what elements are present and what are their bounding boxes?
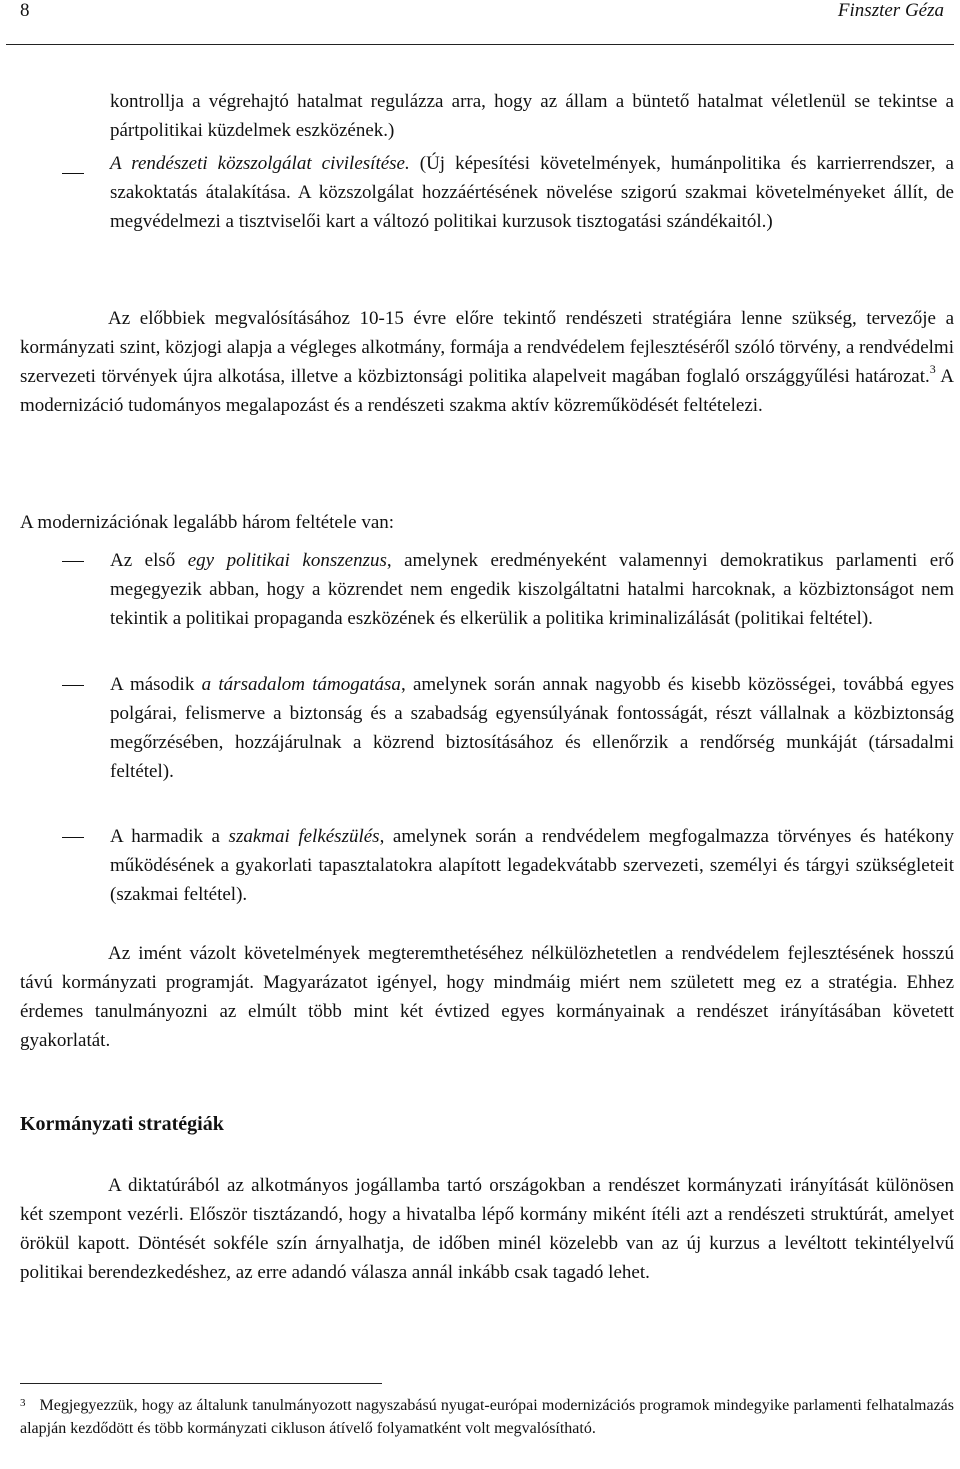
footnote-ref: 3	[929, 361, 936, 376]
running-author: Finszter Géza	[837, 0, 944, 21]
paragraph-text: Az előbbiek megvalósításához 10-15 évre előre tekintő rendészeti stratégiára lenne szükség, tervezője a kormányzati szint, közjogi alapja a végleges alkotmány, formája a rendvédelem fejlesztéséről szóló törvény, a rendvédelmi szervezeti törvények újra alkotása, illetve a közbiztonsági politika alapelveit magában foglaló országgyűlési határozat.	[20, 308, 954, 387]
condition-item-professional	[110, 822, 954, 909]
footnote-rule	[20, 1383, 382, 1384]
page-number: 8	[20, 0, 30, 21]
section-heading: Kormányzati stratégiák	[20, 1113, 224, 1135]
bullet-dash	[62, 173, 84, 174]
bullet-italic: A rendészeti közszolgálat civilesítése.	[110, 153, 410, 174]
condition-text: , amelynek során annak nagyobb és kisebb közösségei, továbbá egyes polgárai, felismerve a biztonság és a szabadság egyensúlyának fontosságát, részt vállalnak a közbiztonság megőrzésében, hozzájárulnak a közrend biztosításához és ellenőrzik a rendőrség munkáját (társadalmi feltétel).	[110, 674, 954, 782]
paragraph-text: A diktatúrából az alkotmányos jogállamba tartó országokban a rendészet kormányzati irányítását különösen két szempont vezérli. Először tisztázandó, hogy a hivatalba lépő kormány miként ítéli azt a rendészeti struktúrát, amelyet örökül kapott. Döntését sokféle szín árnyalhatja, de időben minél közelebb van az új kurzus a levéltott tekintélyelvű politikai berendezkedéshez, az erre adandó válasza annál inkább csak tagadó lehet.	[20, 1175, 954, 1283]
condition-text: , amelynek eredményeként valamennyi demokratikus parlamenti erő megegyezik abban, hogy a közrendet nem engedik kiszolgáltatni hatalmi harcoknak, a közbiztonságot nem tekintik a politikai propaganda eszközének és elkerülik a politika kriminalizálását (politikai feltétel).	[110, 550, 955, 629]
condition-text: A második	[110, 674, 202, 695]
page-header	[0, 0, 960, 44]
condition-text: A harmadik a	[110, 826, 229, 847]
paragraph-text-after: A modernizáció tudományos megalapozást és a rendészeti szakma aktív közreműködését feltételezi.	[20, 366, 954, 416]
condition-item-social	[110, 670, 954, 786]
paragraph-requirements	[20, 939, 954, 1055]
footnote	[20, 1394, 954, 1440]
header-rule	[6, 44, 954, 45]
condition-text: Az első	[110, 550, 188, 571]
paragraph-modernization	[20, 304, 954, 420]
condition-italic: szakmai felkészülés	[228, 826, 380, 847]
condition-text: , amelynek során a rendvédelem megfogalmazza törvényes és hatékony működésének a gyakorlati tapasztalatokra alapított legadekvátabb szervezeti, személyi és tárgyi szükségleteit (szakmai feltétel).	[110, 826, 954, 905]
paragraph-text: Az imént vázolt követelmények megteremthetéséhez nélkülözhetetlen a rendvédelem fejlesztésének hosszú távú kormányzati programját. Magyarázatot igényel, hogy mindmáig miért nem született meg ez a stratégia. Ehhez érdemes tanulmányozni az elmúlt több mint két évtized egyes kormányainak a rendészet irányításában követett gyakorlatát.	[20, 943, 954, 1051]
footnote-number: 3	[20, 1397, 26, 1409]
paragraph-conditions-intro: A modernizációnak legalább három feltétele van:	[20, 512, 395, 533]
bullet-dash	[62, 685, 84, 686]
bullet-dash	[62, 837, 84, 838]
bullet-dash	[62, 561, 84, 562]
paragraph-strategies	[20, 1171, 954, 1287]
bullet-item-civilian	[110, 149, 954, 236]
condition-italic: egy politikai konszenzus	[187, 550, 387, 571]
bullet-text: (Új képesítési követelmények, humánpolitika és karrierrendszer, a szakoktatás átalakítása. A közszolgálat hozzáértésének növelése szigorú szakmai követelményeket állít, de megvédelmezi a tisztviselői kart a változó politikai kurzusok tisztogatási szándékaitól.)	[110, 153, 954, 232]
continued-bullet-text: kontrollja a végrehajtó hatalmat regulázza arra, hogy az állam a büntető hatalmat véletlenül se tekintse a pártpolitikai küzdelmek eszközének.)	[110, 91, 954, 141]
condition-item-political	[110, 546, 954, 633]
footnote-text: Megjegyezzük, hogy az általunk tanulmányozott nagyszabású nyugat-európai modernizációs programok mindegyike parlamenti felhatalmazás alapján kezdődött és több kormányzati cikluson átívelő folyamatként volt megvalósítható.	[20, 1397, 954, 1437]
condition-italic: a társadalom támogatása	[201, 674, 401, 695]
